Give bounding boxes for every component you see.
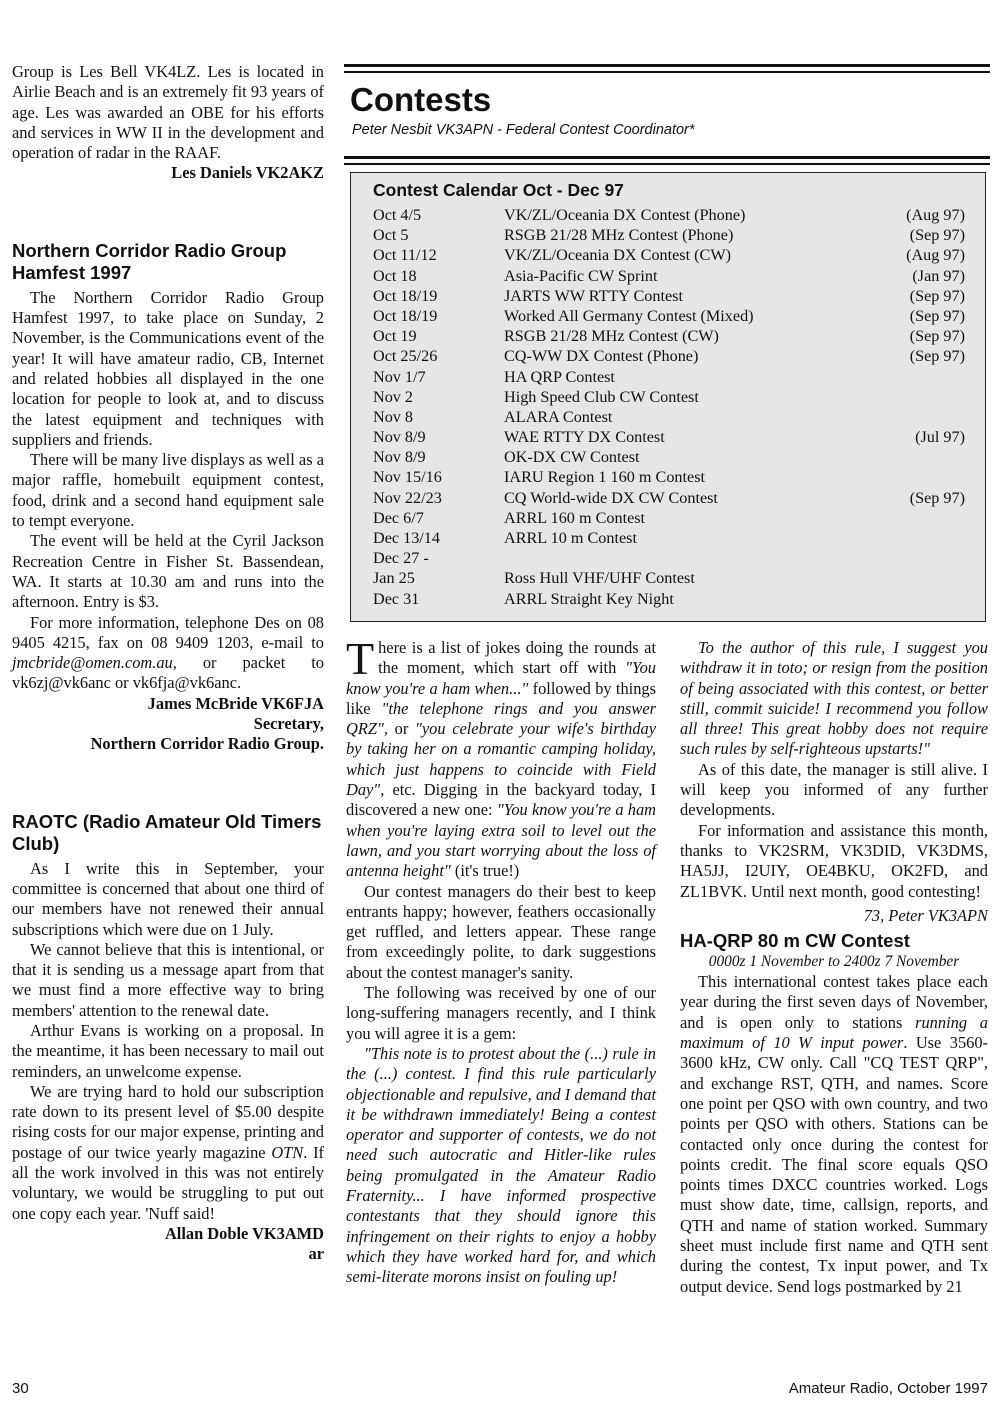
calendar-issue-ref: (Jul 97) bbox=[915, 428, 965, 447]
raotc-paragraph-1: As I write this in September, your committee is concerned that about one third of our members have not renewed their annual subscriptions which were due on 1 July. bbox=[12, 858, 324, 939]
calendar-row bbox=[373, 306, 965, 326]
calendar-contest-name: High Speed Club CW Contest bbox=[504, 387, 699, 406]
calendar-date: Oct 4/5 bbox=[373, 206, 422, 224]
nc-p4-text-a: For more information, telephone Des on 08 9405 4215, fax on 08 9409 1203, e-mail to bbox=[12, 612, 324, 652]
calendar-row bbox=[373, 467, 965, 487]
mid-p1-quote-3: "you celebrate your wife's birthday by taking her on a romantic camping holiday, which just happens to coincide with Field Day" bbox=[346, 719, 656, 800]
calendar-date: Dec 27 - bbox=[373, 549, 429, 568]
calendar-date: Dec 13/14 bbox=[373, 529, 440, 547]
calendar-date: Oct 18/19 bbox=[373, 286, 438, 305]
calendar-contest-name: ARRL Straight Key Night bbox=[504, 589, 674, 608]
calendar-issue-ref: (Sep 97) bbox=[909, 306, 965, 325]
publication-name: Amateur Radio, October 1997 bbox=[788, 1380, 988, 1397]
right-column bbox=[680, 638, 988, 1297]
mid-p1-c: , or bbox=[383, 719, 415, 739]
calendar-contest-name: Ross Hull VHF/UHF Contest bbox=[504, 569, 695, 588]
calendar-date: Nov 2 bbox=[373, 387, 414, 406]
calendar-contest-name: Asia-Pacific CW Sprint bbox=[504, 266, 658, 285]
calendar-date: Dec 6/7 bbox=[373, 508, 424, 527]
calendar-date: Nov 22/23 bbox=[373, 488, 442, 507]
calendar-date: Oct 19 bbox=[373, 327, 417, 346]
calendar-contest-name: JARTS WW RTTY Contest bbox=[504, 286, 683, 305]
continued-text: Group is Les Bell VK4LZ. Les is located in Airlie Beach and is an extremely fit 93 years of age. Les was awarded an OBE for his efforts and services in WW II in the development and operation of radar in the RAAF. bbox=[12, 62, 324, 163]
calendar-issue-ref: (Sep 97) bbox=[909, 327, 965, 346]
haqrp-text-a: This international contest takes place each year during the first seven days of November, and is open only to stations bbox=[680, 972, 988, 1032]
calendar-row bbox=[373, 407, 965, 427]
calendar-date: Nov 8/9 bbox=[373, 428, 426, 447]
raotc-paragraph-2: We cannot believe that this is intentional, or that it is sending us a message apart from that we must find a more effective way to bring members' attention to the renewal date. bbox=[12, 939, 324, 1020]
haqrp-heading: HA-QRP 80 m CW Contest bbox=[680, 930, 910, 952]
calendar-title: Contest Calendar Oct - Dec 97 bbox=[373, 180, 624, 200]
calendar-date: Nov 1/7 bbox=[373, 367, 426, 386]
haqrp-paragraph bbox=[680, 972, 988, 1297]
calendar-contest-name: VK/ZL/Oceania DX Contest (Phone) bbox=[504, 206, 746, 224]
calendar-issue-ref: (Sep 97) bbox=[909, 226, 965, 245]
nc-paragraph-3: The event will be held at the Cyril Jackson Recreation Centre in Fisher St. Bassendean, WA. It starts at 10.30 am and runs into the afternoon. Entry is $3. bbox=[12, 531, 324, 612]
calendar-contest-name: ALARA Contest bbox=[504, 407, 613, 426]
calendar-date: Nov 15/16 bbox=[373, 468, 442, 487]
mid-paragraph-4-quote bbox=[346, 1044, 656, 1288]
calendar-issue-ref: (Sep 97) bbox=[909, 286, 965, 305]
nc-p4-text-b: , or packet to vk6zj@vk6anc or vk6fja@vk6anc. bbox=[12, 653, 324, 693]
signature-nc-group: Northern Corridor Radio Group. bbox=[90, 734, 324, 754]
calendar-date: Nov 8 bbox=[373, 407, 414, 426]
protest-letter-quote-cont: To the author of this rule, I suggest you withdraw it in toto; or resign from the position of being associated with this contest, or better still, commit suicide! I recommend you follow all three! This great hobby does not require such rules by self-righteous upstarts!" bbox=[680, 638, 988, 759]
signature-allan-doble: Allan Doble VK3AMD bbox=[164, 1223, 324, 1243]
raotc-paragraph-4 bbox=[12, 1082, 324, 1224]
nc-paragraph-4 bbox=[12, 613, 324, 694]
calendar-date: Oct 5 bbox=[373, 226, 409, 245]
right-paragraph-3: For information and assistance this month, thanks to VK2SRM, VK3DID, VK3DMS, HA5JJ, I2UIY, OE4BKU, OK2FD, and ZL1BVK. Until next month, good contesting! bbox=[680, 820, 988, 901]
calendar-date: Jan 25 bbox=[373, 569, 415, 588]
header-rule-thin bbox=[344, 71, 990, 73]
calendar-issue-ref: (Aug 97) bbox=[906, 206, 965, 224]
nc-paragraph-1: The Northern Corridor Radio Group Hamfest 1997, to take place on Sunday, 2 November, is the Communications event of the year! It will have amateur radio, CB, Internet and related hobbies all displayed in the one location for people to look at, and to discuss the latest equipment and techniques with suppliers and friends. bbox=[12, 287, 324, 449]
calendar-rows bbox=[373, 205, 965, 609]
calendar-date: Oct 25/26 bbox=[373, 347, 438, 366]
raotc-p4-text-a: We are trying hard to hold our subscription rate down to its present level of $5.00 despite rising costs for our major expense, printing and postage of our twice yearly magazine bbox=[12, 1081, 324, 1162]
calendar-row bbox=[373, 367, 965, 387]
subheader-rule-thin bbox=[344, 163, 990, 165]
calendar-row bbox=[373, 286, 965, 306]
calendar-date: Oct 11/12 bbox=[373, 246, 437, 265]
calendar-row bbox=[373, 205, 965, 225]
calendar-contest-name: VK/ZL/Oceania DX Contest (CW) bbox=[504, 246, 732, 265]
calendar-row bbox=[373, 326, 965, 346]
signature-secretary: Secretary, bbox=[253, 714, 324, 734]
calendar-contest-name: CQ-WW DX Contest (Phone) bbox=[504, 347, 699, 366]
calendar-row bbox=[373, 589, 965, 609]
drop-cap: T bbox=[346, 633, 375, 684]
signature-james-mcbride: James McBride VK6FJA bbox=[147, 693, 324, 713]
contests-subtitle: Peter Nesbit VK3APN - Federal Contest Coordinator* bbox=[352, 122, 695, 138]
calendar-contest-name: Worked All Germany Contest (Mixed) bbox=[504, 306, 754, 325]
calendar-contest-name: ARRL 10 m Contest bbox=[504, 529, 637, 547]
raotc-paragraph-3: Arthur Evans is working on a proposal. In the meantime, it has been necessary to mail out reminders, an unwelcome expense. bbox=[12, 1020, 324, 1081]
calendar-contest-name: HA QRP Contest bbox=[504, 367, 615, 386]
calendar-row bbox=[373, 447, 965, 467]
end-mark: ar bbox=[308, 1244, 324, 1264]
mid-p1-d: , etc. Digging in the backyard today, I discovered a new one: bbox=[346, 780, 656, 820]
header-rule-thick bbox=[344, 64, 990, 67]
calendar-contest-name: OK-DX CW Contest bbox=[504, 448, 640, 467]
calendar-contest-name: RSGB 21/28 MHz Contest (CW) bbox=[504, 327, 719, 346]
calendar-row bbox=[373, 346, 965, 366]
haqrp-power-limit: running a maximum of 10 W input power bbox=[680, 1012, 988, 1053]
subheader-rule-thick bbox=[344, 156, 990, 159]
calendar-issue-ref: (Aug 97) bbox=[906, 246, 965, 265]
mid-paragraph-2: Our contest managers do their best to keep entrants happy; however, feathers occasionally get ruffled, and letters appear. These range from exceedingly polite, to dark suggestions about the contest manager's sanity. bbox=[346, 881, 656, 982]
calendar-date: Oct 18/19 bbox=[373, 306, 438, 325]
mid-p1-e: (it's true!) bbox=[450, 861, 520, 881]
right-paragraph-2: As of this date, the manager is still alive. I will keep you informed of any further developments. bbox=[680, 759, 988, 820]
calendar-row bbox=[373, 266, 965, 286]
left-column bbox=[12, 62, 324, 1265]
raotc-heading: RAOTC (Radio Amateur Old Timers Club) bbox=[12, 810, 322, 854]
calendar-row bbox=[373, 528, 965, 548]
mid-p1-a: here is a list of jokes doing the rounds at the moment, which start off with bbox=[378, 638, 656, 678]
mid-p1-b: followed by things like bbox=[346, 678, 656, 718]
contest-calendar-box bbox=[350, 172, 986, 622]
calendar-row bbox=[373, 488, 965, 508]
protest-letter-quote: "This note is to protest about the (...) rule in the (...) contest. I find this rule particularly objectionable and repulsive, and I demand that it be withdrawn immediately! Being a contest operator and supporter of contests, we do not need such autocratic and Hitler-like rules being promulgated in the Amateur Radio Fraternity... I have informed prospective contestants that they should ignore this infringement on their rights to enjoy a hobby which they have worked hard for, and which semi-literate morons insist on fouling up! bbox=[346, 1043, 656, 1287]
nc-paragraph-2: There will be many live displays as well as a major raffle, homebuilt equipment contest, food, drink and a second hand equipment sale to tempt everyone. bbox=[12, 450, 324, 531]
calendar-row bbox=[373, 387, 965, 407]
calendar-issue-ref: (Sep 97) bbox=[909, 347, 965, 366]
calendar-issue-ref: (Jan 97) bbox=[912, 266, 965, 285]
mid-p1-quote-4: "You know you're a ham when you're laying extra soil to level out the lawn, and you start worrying about the loss of antenna height" bbox=[346, 800, 656, 881]
raotc-otn: OTN bbox=[271, 1142, 304, 1162]
page-number: 30 bbox=[12, 1380, 29, 1397]
haqrp-time: 0000z 1 November to 2400z 7 November bbox=[708, 953, 960, 971]
mid-p1-quote-1: "You know you're a ham when..." bbox=[346, 658, 656, 698]
northern-corridor-heading: Northern Corridor Radio Group Hamfest 1997 bbox=[12, 239, 287, 283]
mid-paragraph-3: The following was received by one of our long-suffering managers recently, and I think you will agree it is a gem: bbox=[346, 983, 656, 1043]
calendar-contest-name: RSGB 21/28 MHz Contest (Phone) bbox=[504, 226, 734, 245]
contests-title: Contests bbox=[350, 81, 492, 118]
calendar-issue-ref: (Sep 97) bbox=[909, 488, 965, 507]
raotc-p4-text-b: . If all the work involved in this was not entirely voluntary, we would be struggling to put out one copy each year. 'Nuff said! bbox=[12, 1142, 324, 1223]
calendar-date: Dec 31 bbox=[373, 589, 420, 608]
calendar-contest-name: ARRL 160 m Contest bbox=[504, 508, 646, 527]
calendar-contest-name: CQ World-wide DX CW Contest bbox=[504, 488, 718, 507]
signature-peter-vk3apn: 73, Peter VK3APN bbox=[863, 905, 988, 925]
calendar-row bbox=[373, 225, 965, 245]
calendar-row bbox=[373, 245, 965, 265]
signature-les-daniels: Les Daniels VK2AKZ bbox=[171, 163, 324, 183]
mid-paragraph-1 bbox=[346, 633, 656, 882]
right-paragraph-1 bbox=[680, 638, 988, 760]
calendar-row bbox=[373, 508, 965, 528]
middle-column bbox=[346, 633, 656, 1288]
calendar-date: Oct 18 bbox=[373, 266, 417, 285]
nc-email-link[interactable]: jmcbride@omen.com.au bbox=[12, 653, 173, 673]
calendar-date: Nov 8/9 bbox=[373, 448, 426, 467]
calendar-row bbox=[373, 427, 965, 447]
mid-p1-quote-2: "the telephone rings and you answer QRZ" bbox=[346, 698, 656, 739]
calendar-contest-name: IARU Region 1 160 m Contest bbox=[504, 468, 705, 487]
calendar-row bbox=[373, 548, 965, 568]
calendar-row bbox=[373, 568, 965, 588]
haqrp-text-b: . Use 3560-3600 kHz, CW only. Call "CQ TEST QRP", and exchange RST, QTH, and names. Score one point per QSO with own country, and two points per QSO with others. Stations can be contacted only once during the contest for points credit. The final score equals QSO points times DXCC countries worked. Logs must show date, time, callsign, reports, and QTH and name of station worked. Summary sheet must include first name and QTH sent during the contest, Tx input power, and Tx output device. Send logs postmarked by 21 bbox=[680, 1033, 988, 1296]
calendar-contest-name: WAE RTTY DX Contest bbox=[504, 428, 665, 447]
